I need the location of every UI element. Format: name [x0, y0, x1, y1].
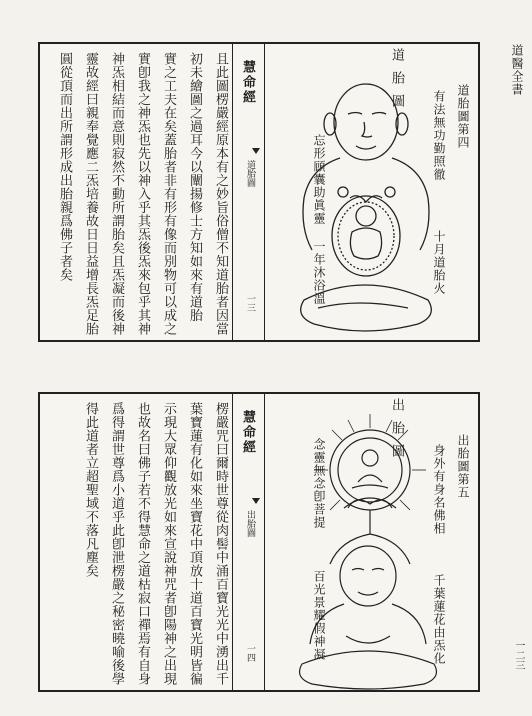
top-text-col-6: 靈故經曰親奉覺應二炁培養故日日益增長炁足胎: [83, 52, 98, 336]
top-page-panel: [38, 42, 480, 342]
top-label-4: 一年沐浴溫: [312, 240, 326, 305]
top-text-col-3: 實之工夫在矣蓋胎者非有形有像而別物可以成之: [161, 52, 176, 336]
bottom-spine-subtitle: 出胎圖: [245, 510, 255, 537]
bottom-label-1: 身外有身名佛相: [432, 444, 446, 535]
bottom-text-col-4: 也故名曰佛子若不得慧命之道枯寂口禪焉有自身: [135, 402, 150, 686]
bottom-heading: 出胎圖第五: [456, 434, 470, 499]
top-text-col-5: 神炁相結而意則寂然不動所謂胎矣且炁凝而後神: [109, 52, 124, 336]
top-label-1: 有法無功勤照徹: [432, 90, 446, 181]
top-figure-title: 道胎圖: [389, 48, 404, 117]
bottom-spine-page: 一四: [245, 644, 255, 662]
top-text-col-2: 初未繪圖之過耳今以闡揚修士方知如來有道胎: [187, 52, 202, 322]
bottom-text-col-2: 葉寶蓮有化如來坐寶花中頂放十道百寶光明皆徧: [187, 402, 202, 686]
bottom-label-4: 百光景耀假神凝: [312, 570, 326, 661]
book-title: 道醫全書: [510, 44, 524, 96]
top-text-col-7: 圓從頂而出所謂形成出胎親爲佛子者矣: [57, 52, 72, 282]
bottom-page-panel: [38, 392, 480, 692]
bottom-label-2: 千葉蓮花由炁化: [432, 574, 446, 665]
bottom-text-col-1: 楞嚴咒曰爾時世尊從肉髻中涌百寶光光中湧出千: [213, 402, 228, 686]
top-text-col-1: 且此圖楞嚴經原本有之妙旨俗僧不知道胎者因當: [213, 52, 228, 336]
bottom-text-col-3: 示現大眾仰觀放光如來宣說神咒者卽陽神之出現: [161, 402, 176, 686]
top-text-col-4: 實卽我之神炁也先以神入乎其炁後炁來包乎其神: [135, 52, 150, 336]
bottom-spine-title: 慧命經: [240, 410, 255, 455]
top-label-2: 十月道胎火: [432, 230, 446, 295]
top-spine-subtitle: 道胎圖: [245, 160, 255, 187]
top-heading: 道胎圖第四: [456, 84, 470, 149]
embryo-meditation-figure: [288, 64, 458, 340]
emergence-meditation-figure: [288, 408, 458, 690]
top-spine-page: 一三: [245, 294, 255, 312]
top-label-3: 忘形頋囊助眞靈: [312, 134, 326, 225]
bottom-text-col-5: 爲得謂世尊爲小道乎此卽泄楞嚴之秘密曉喻後學: [109, 402, 124, 686]
bottom-label-3: 念靈無念卽菩提: [312, 438, 326, 529]
bottom-figure-title: 出胎圖: [389, 398, 404, 467]
book-page-number: 一二三: [513, 640, 524, 670]
bottom-text-col-6: 得此道者立超聖域不落凡塵矣: [83, 402, 98, 578]
top-spine-title: 慧命經: [240, 60, 255, 105]
